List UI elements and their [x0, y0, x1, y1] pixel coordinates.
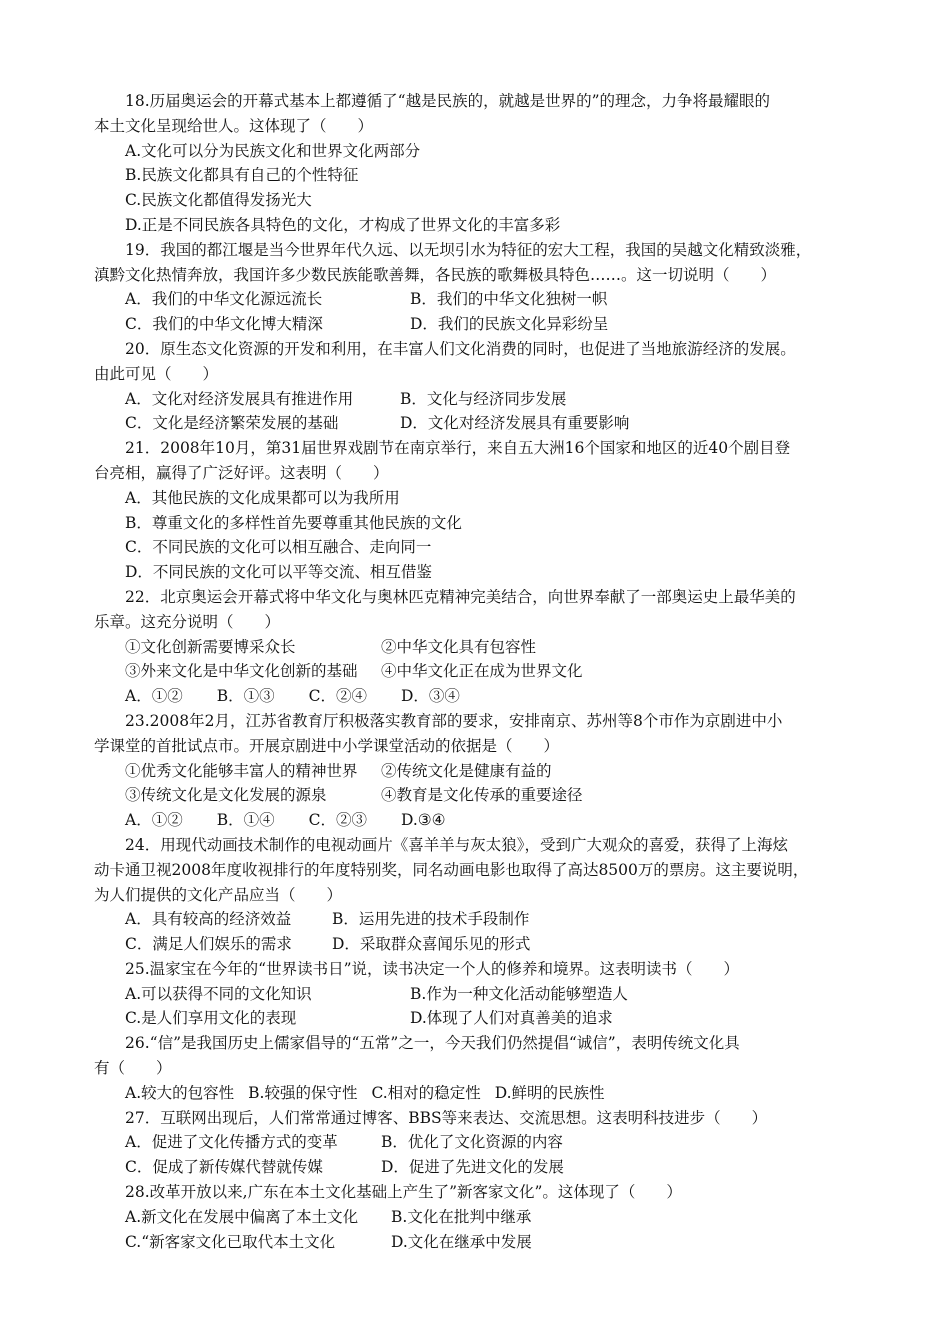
option-row [94, 1081, 864, 1106]
option: B.较强的保守性 [248, 1083, 358, 1102]
option: C.民族文化都值得发扬光大 [125, 191, 312, 210]
option: A．①② [125, 687, 183, 706]
statement-row [94, 659, 864, 684]
question-stem: 23.2008年2月，江苏省教育厅积极落实教育部的要求，安排南京、苏州等8个市作为京剧进中小 [125, 711, 783, 730]
option: D．文化对经济发展具有重要影响 [400, 414, 630, 433]
option-row [94, 932, 864, 957]
question-stem: 26.“信”是我国历史上儒家倡导的“五常”之一，今天我们仍然提倡“诚信”，表明传统文化具 [125, 1034, 740, 1053]
question-stem: 台亮相，赢得了广泛好评。这表明（ ） [94, 463, 389, 482]
option: B．运用先进的技术手段制作 [332, 910, 530, 929]
option: D．我们的民族文化异彩纷呈 [410, 315, 609, 334]
option: D．促进了先进文化的发展 [381, 1158, 564, 1177]
option: C．我们的中华文化博大精深 [125, 315, 323, 334]
option: B．尊重文化的多样性首先要尊重其他民族的文化 [125, 513, 462, 532]
option: C．②③ [308, 811, 367, 830]
option: A.文化可以分为民族文化和世界文化两部分 [125, 141, 421, 160]
option: B．我们的中华文化独树一帜 [410, 290, 608, 309]
option: A．其他民族的文化成果都可以为我所用 [125, 488, 400, 507]
question-stem: 由此可见（ ） [94, 364, 219, 383]
question-stem: 25.温家宝在今年的“世界读书日”说，读书决定一个人的修养和境界。这表明读书（ ） [125, 959, 740, 978]
option-row [94, 387, 864, 412]
option: C．促成了新传媒代替就传媒 [125, 1158, 323, 1177]
question-26 [94, 1031, 864, 1105]
option: D.③④ [400, 811, 446, 830]
statement: ③外来文化是中华文化创新的基础 [125, 662, 358, 681]
option-row [94, 411, 864, 436]
question-22 [94, 585, 864, 709]
option: A．具有较高的经济效益 [125, 910, 292, 929]
option: C.相对的稳定性 [371, 1083, 481, 1102]
question-27 [94, 1106, 864, 1180]
option: A．我们的中华文化源远流长 [125, 290, 323, 309]
question-18 [94, 89, 864, 238]
option: B．①④ [216, 811, 275, 830]
question-stem: 20．原生态文化资源的开发和利用，在丰富人们文化消费的同时，也促进了当地旅游经济的发展。 [125, 339, 796, 358]
option-row [94, 287, 864, 312]
option-row [94, 808, 864, 833]
question-stem: 为人们提供的文化产品应当（ ） [94, 885, 343, 904]
question-stem: 乐章。这充分说明（ ） [94, 612, 281, 631]
option-row [94, 907, 864, 932]
option-row [94, 1006, 864, 1031]
question-stem: 动卡通卫视2008年度收视排行的年度特别奖，同名动画电影也取得了高达8500万的票房。这主要说明， [94, 860, 809, 879]
question-stem: 有（ ） [94, 1059, 172, 1078]
exam-page [94, 89, 864, 1254]
question-stem: 22．北京奥运会开幕式将中华文化与奥林匹克精神完美结合，向世界奉献了一部奥运史上最华美的 [125, 587, 796, 606]
option: D.体现了人们对真善美的追求 [410, 1009, 613, 1028]
question-stem: 19．我国的都江堰是当今世界年代久远、以无坝引水为特征的宏大工程，我国的吴越文化精致淡雅， [125, 240, 812, 259]
option: D.正是不同民族各具特色的文化，才构成了世界文化的丰富多彩 [125, 215, 561, 234]
statement: ④中华文化正在成为世界文化 [381, 662, 583, 681]
statement-row [94, 759, 864, 784]
option: C．满足人们娱乐的需求 [125, 935, 292, 954]
option: A．文化对经济发展具有推进作用 [125, 389, 354, 408]
option: C．不同民族的文化可以相互融合、走向同一 [125, 538, 432, 557]
option: A．①② [125, 811, 183, 830]
question-stem: 27．互联网出现后，人们常常通过博客、BBS等来表达、交流思想。这表明科技进步（ ） [125, 1108, 768, 1127]
option-row [94, 1155, 864, 1180]
option: B.文化在批判中继承 [391, 1207, 532, 1226]
option-row [94, 1130, 864, 1155]
option: D.鲜明的民族性 [494, 1083, 605, 1102]
statement: ①优秀文化能够丰富人的精神世界 [125, 761, 358, 780]
option: A．促进了文化传播方式的变革 [125, 1133, 338, 1152]
statement: ②中华文化具有包容性 [381, 637, 537, 656]
option-row [94, 1205, 864, 1230]
option-row [94, 312, 864, 337]
question-stem: 本土文化呈现给世人。这体现了（ ） [94, 116, 374, 135]
option: B.作为一种文化活动能够塑造人 [410, 984, 628, 1003]
statement: ②传统文化是健康有益的 [381, 761, 552, 780]
option: C．②④ [308, 687, 367, 706]
option: D．③④ [400, 687, 460, 706]
option: A.较大的包容性 [125, 1083, 235, 1102]
question-stem: 滇黔文化热情奔放，我国许多少数民族能歌善舞，各民族的歌舞极具特色……。这一切说明（ ） [94, 265, 777, 284]
option-row [94, 982, 864, 1007]
option-row [94, 684, 864, 709]
question-stem: 学课堂的首批试点市。开展京剧进中小学课堂活动的依据是（ ） [94, 736, 560, 755]
question-stem: 24．用现代动画技术制作的电视动画片《喜羊羊与灰太狼》，受到广大观众的喜爱，获得了上海炫 [125, 835, 788, 854]
option: B．文化与经济同步发展 [400, 389, 567, 408]
statement: ①文化创新需要博采众长 [125, 637, 296, 656]
option: A.可以获得不同的文化知识 [125, 984, 312, 1003]
statement-row [94, 635, 864, 660]
option: D．不同民族的文化可以平等交流、相互借鉴 [125, 563, 432, 582]
statement-row [94, 783, 864, 808]
option: D.文化在继承中发展 [391, 1232, 532, 1251]
option: B．①③ [216, 687, 275, 706]
option-row [94, 1230, 864, 1255]
option: C.是人们享用文化的表现 [125, 1009, 297, 1028]
question-23 [94, 709, 864, 833]
question-24 [94, 833, 864, 957]
statement: ③传统文化是文化发展的源泉 [125, 786, 327, 805]
option: C．文化是经济繁荣发展的基础 [125, 414, 339, 433]
option: C.“新客家文化已取代本土文化 [125, 1232, 336, 1251]
question-stem: 18.历届奥运会的开幕式基本上都遵循了“越是民族的，就越是世界的”的理念，力争将最耀眼的 [125, 92, 771, 110]
question-25 [94, 957, 864, 1031]
option: B．优化了文化资源的内容 [381, 1133, 563, 1152]
question-stem: 28.改革开放以来,广东在本土文化基础上产生了”新客家文化”。这体现了（ ） [125, 1183, 682, 1202]
question-28 [94, 1180, 864, 1254]
question-21 [94, 436, 864, 585]
statement: ④教育是文化传承的重要途径 [381, 786, 583, 805]
option: B.民族文化都具有自己的个性特征 [125, 166, 359, 185]
question-19 [94, 238, 864, 337]
question-stem: 21．2008年10月，第31届世界戏剧节在南京举行，来自五大洲16个国家和地区的近40个剧目登 [125, 439, 791, 458]
question-20 [94, 337, 864, 436]
option: D．采取群众喜闻乐见的形式 [332, 935, 531, 954]
option: A.新文化在发展中偏离了本土文化 [125, 1207, 359, 1226]
